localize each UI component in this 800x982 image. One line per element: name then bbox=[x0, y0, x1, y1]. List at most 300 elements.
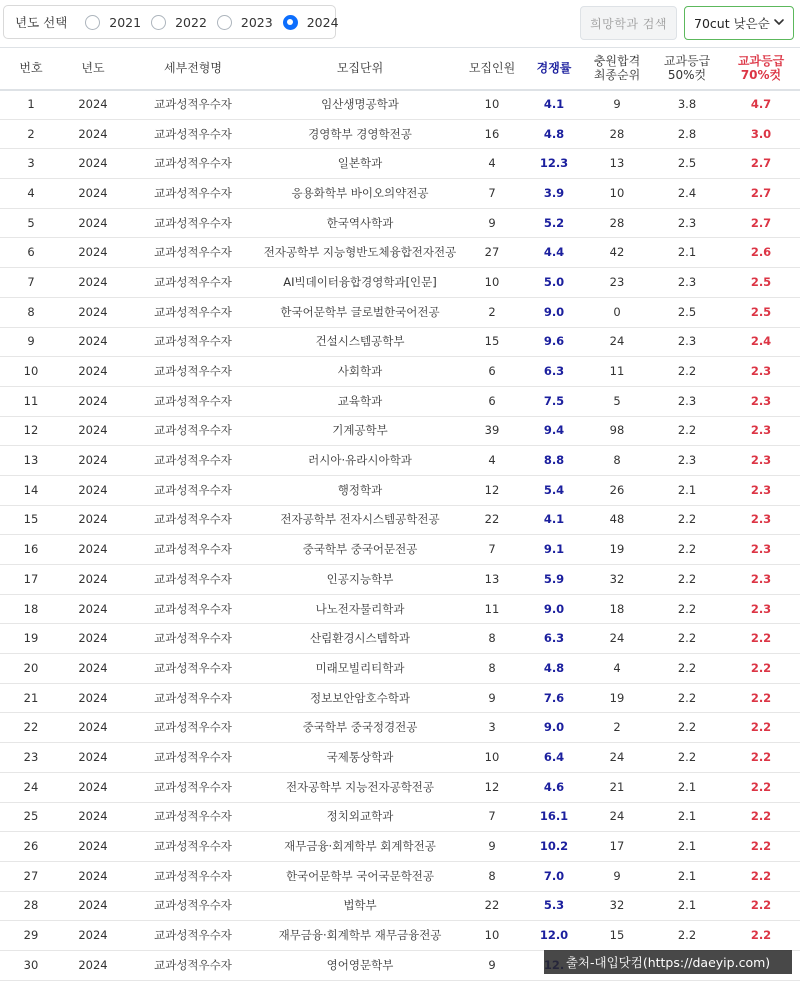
header-type[interactable]: 세부전형명 bbox=[164, 61, 222, 76]
row-unit-cell: 한국어문학부 국어국문학전공 bbox=[285, 868, 435, 883]
row-year-cell: 2024 bbox=[78, 809, 108, 824]
row-rank-cell: 19 bbox=[609, 542, 625, 557]
radio-checked-icon[interactable] bbox=[283, 15, 298, 30]
row-year-cell: 2024 bbox=[78, 571, 108, 586]
table-row[interactable] bbox=[0, 772, 800, 802]
row-unit-cell: 기계공학부 bbox=[332, 423, 388, 438]
row-grade50-cell: 2.2 bbox=[677, 928, 697, 943]
row-rank-cell: 9 bbox=[613, 97, 621, 112]
row-count-cell: 22 bbox=[484, 898, 500, 913]
row-no-cell: 10 bbox=[23, 364, 39, 379]
row-competition-cell: 9.1 bbox=[543, 542, 565, 557]
row-year-cell: 2024 bbox=[78, 126, 108, 141]
year-radio-2022[interactable] bbox=[151, 15, 217, 30]
row-grade70-cell: 2.2 bbox=[750, 749, 772, 764]
row-unit-cell: 미래모빌리티학과 bbox=[315, 660, 405, 675]
row-grade70-cell: 2.5 bbox=[750, 304, 772, 319]
row-grade50-cell: 2.5 bbox=[677, 304, 697, 319]
row-competition-cell: 12.0 bbox=[539, 928, 569, 943]
row-rank-cell: 24 bbox=[609, 334, 625, 349]
row-rank-cell: 32 bbox=[609, 571, 625, 586]
row-grade50-cell: 2.2 bbox=[677, 542, 697, 557]
header-grade50-line2: 50%컷 bbox=[667, 68, 707, 83]
row-competition-cell: 9.0 bbox=[543, 720, 565, 735]
row-grade50-cell: 2.2 bbox=[677, 720, 697, 735]
row-no-cell: 26 bbox=[23, 839, 39, 854]
row-grade50-cell: 3.8 bbox=[677, 97, 697, 112]
row-rank-cell: 26 bbox=[609, 482, 625, 497]
row-no-cell: 22 bbox=[23, 720, 39, 735]
row-count-cell: 9 bbox=[488, 215, 496, 230]
row-grade50-cell: 2.2 bbox=[677, 601, 697, 616]
table-row[interactable] bbox=[0, 90, 800, 120]
year-radio-2024[interactable] bbox=[283, 15, 349, 30]
row-year-cell: 2024 bbox=[78, 215, 108, 230]
row-no-cell: 23 bbox=[23, 749, 39, 764]
year-radio-label: 2021 bbox=[109, 14, 142, 30]
row-type-cell: 교과성적우수자 bbox=[154, 631, 232, 646]
row-grade50-cell: 2.1 bbox=[677, 898, 697, 913]
header-grade70-line1: 교과등급 bbox=[737, 54, 785, 69]
row-unit-cell: 전자공학부 지능형반도체융합전자전공 bbox=[263, 245, 457, 260]
table-row[interactable] bbox=[0, 327, 800, 357]
row-grade70-cell: 2.2 bbox=[750, 898, 772, 913]
row-no-cell: 30 bbox=[23, 957, 39, 972]
row-unit-cell: 중국학부 중국어문전공 bbox=[302, 542, 418, 557]
row-rank-cell: 24 bbox=[609, 749, 625, 764]
row-grade70-cell: 2.7 bbox=[750, 185, 772, 200]
row-count-cell: 15 bbox=[484, 334, 500, 349]
row-rank-cell: 10 bbox=[609, 185, 625, 200]
row-grade70-cell: 2.3 bbox=[750, 512, 772, 527]
table-row[interactable] bbox=[0, 594, 800, 624]
year-radio-label: 2024 bbox=[306, 14, 339, 30]
row-rank-cell: 98 bbox=[609, 423, 625, 438]
year-radio-label: 2022 bbox=[175, 14, 207, 30]
row-type-cell: 교과성적우수자 bbox=[154, 898, 232, 913]
admission-table bbox=[0, 47, 800, 981]
row-unit-cell: 정보보안암호수학과 bbox=[310, 690, 410, 705]
row-grade50-cell: 2.2 bbox=[677, 512, 697, 527]
row-count-cell: 10 bbox=[484, 274, 500, 289]
row-unit-cell: 국제통상학과 bbox=[326, 749, 394, 764]
year-radio-label: 2023 bbox=[240, 14, 273, 30]
header-year[interactable]: 년도 bbox=[81, 61, 105, 76]
row-grade50-cell: 2.3 bbox=[677, 215, 697, 230]
row-rank-cell: 48 bbox=[609, 512, 625, 527]
row-year-cell: 2024 bbox=[78, 245, 108, 260]
row-rank-cell: 24 bbox=[609, 631, 625, 646]
row-no-cell: 8 bbox=[27, 304, 35, 319]
row-count-cell: 12 bbox=[484, 779, 500, 794]
row-grade70-cell: 2.3 bbox=[750, 482, 772, 497]
row-no-cell: 29 bbox=[23, 928, 39, 943]
row-rank-cell: 17 bbox=[609, 839, 625, 854]
row-no-cell: 11 bbox=[23, 393, 39, 408]
row-type-cell: 교과성적우수자 bbox=[154, 928, 232, 943]
table-row[interactable] bbox=[0, 743, 800, 773]
row-rank-cell: 23 bbox=[609, 274, 625, 289]
row-type-cell: 교과성적우수자 bbox=[154, 97, 232, 112]
row-count-cell: 8 bbox=[488, 660, 496, 675]
table-row[interactable] bbox=[0, 268, 800, 298]
row-grade50-cell: 2.8 bbox=[677, 126, 697, 141]
row-count-cell: 4 bbox=[488, 156, 496, 171]
row-year-cell: 2024 bbox=[78, 156, 108, 171]
row-grade70-cell: 2.7 bbox=[750, 215, 772, 230]
row-unit-cell: 교육학과 bbox=[337, 393, 383, 408]
row-type-cell: 교과성적우수자 bbox=[154, 334, 232, 349]
row-type-cell: 교과성적우수자 bbox=[154, 156, 232, 171]
row-unit-cell: 사회학과 bbox=[337, 364, 383, 379]
row-year-cell: 2024 bbox=[78, 779, 108, 794]
table-row[interactable] bbox=[0, 119, 800, 149]
header-grade50-line1: 교과등급 bbox=[663, 54, 711, 69]
row-count-cell: 13 bbox=[484, 571, 500, 586]
row-competition-cell: 4.1 bbox=[543, 97, 565, 112]
row-rank-cell: 11 bbox=[609, 364, 625, 379]
row-no-cell: 19 bbox=[23, 631, 39, 646]
table-row[interactable] bbox=[0, 891, 800, 921]
row-unit-cell: 산림환경시스템학과 bbox=[310, 631, 410, 646]
row-year-cell: 2024 bbox=[78, 512, 108, 527]
row-type-cell: 교과성적우수자 bbox=[154, 245, 232, 260]
search-major-button[interactable]: 희망학과 검색 bbox=[580, 6, 677, 40]
row-year-cell: 2024 bbox=[78, 690, 108, 705]
row-rank-cell: 28 bbox=[609, 126, 625, 141]
row-year-cell: 2024 bbox=[78, 749, 108, 764]
row-count-cell: 4 bbox=[488, 453, 496, 468]
row-year-cell: 2024 bbox=[78, 868, 108, 883]
row-rank-cell: 2 bbox=[613, 720, 621, 735]
table-row[interactable] bbox=[0, 921, 800, 951]
row-grade70-cell: 2.3 bbox=[750, 364, 772, 379]
row-count-cell: 9 bbox=[488, 839, 496, 854]
row-count-cell: 10 bbox=[484, 928, 500, 943]
row-grade50-cell: 2.3 bbox=[677, 274, 697, 289]
table-row[interactable] bbox=[0, 446, 800, 476]
row-count-cell: 7 bbox=[488, 542, 496, 557]
row-competition-cell: 16.1 bbox=[539, 809, 569, 824]
row-grade70-cell: 2.2 bbox=[750, 631, 772, 646]
row-grade70-cell: 2.3 bbox=[750, 393, 772, 408]
row-grade50-cell: 2.1 bbox=[677, 809, 697, 824]
row-grade70-cell: 2.2 bbox=[750, 779, 772, 794]
row-type-cell: 교과성적우수자 bbox=[154, 512, 232, 527]
row-no-cell: 13 bbox=[23, 453, 39, 468]
row-type-cell: 교과성적우수자 bbox=[154, 423, 232, 438]
row-type-cell: 교과성적우수자 bbox=[154, 839, 232, 854]
table-row[interactable] bbox=[0, 861, 800, 891]
row-type-cell: 교과성적우수자 bbox=[154, 215, 232, 230]
chevron-down-icon bbox=[773, 16, 785, 28]
row-no-cell: 25 bbox=[23, 809, 39, 824]
row-count-cell: 7 bbox=[488, 809, 496, 824]
row-unit-cell: 전자공학부 전자시스템공학전공 bbox=[280, 512, 440, 527]
row-unit-cell: 전자공학부 지능전자공학전공 bbox=[285, 779, 435, 794]
filter-bar bbox=[0, 0, 800, 46]
row-rank-cell: 18 bbox=[609, 601, 625, 616]
row-no-cell: 21 bbox=[23, 690, 39, 705]
header-unit[interactable]: 모집단위 bbox=[336, 61, 384, 76]
row-no-cell: 20 bbox=[23, 660, 39, 675]
sort-select-value: 70cut 낮은순 bbox=[694, 16, 770, 31]
row-year-cell: 2024 bbox=[78, 393, 108, 408]
row-competition-cell: 7.6 bbox=[543, 690, 565, 705]
header-grade70-line2: 70%컷 bbox=[740, 68, 782, 83]
row-rank-cell: 13 bbox=[609, 156, 625, 171]
row-rank-cell: 0 bbox=[613, 304, 621, 319]
year-filter-title: 년도 선택 bbox=[15, 15, 68, 30]
row-count-cell: 10 bbox=[484, 749, 500, 764]
row-grade70-cell: 4.7 bbox=[750, 97, 772, 112]
row-unit-cell: 한국어문학부 글로벌한국어전공 bbox=[280, 304, 440, 319]
row-unit-cell: 응용화학부 바이오의약전공 bbox=[291, 185, 429, 200]
row-year-cell: 2024 bbox=[78, 482, 108, 497]
row-competition-cell: 4.4 bbox=[543, 245, 565, 260]
row-grade70-cell: 2.3 bbox=[750, 542, 772, 557]
row-year-cell: 2024 bbox=[78, 957, 108, 972]
row-rank-cell: 21 bbox=[609, 779, 625, 794]
row-competition-cell: 3.9 bbox=[543, 185, 565, 200]
row-no-cell: 15 bbox=[23, 512, 39, 527]
row-grade50-cell: 2.5 bbox=[677, 156, 697, 171]
row-competition-cell: 6.3 bbox=[543, 631, 565, 646]
row-grade70-cell: 3.0 bbox=[750, 126, 772, 141]
table-row[interactable] bbox=[0, 802, 800, 832]
radio-icon[interactable] bbox=[151, 15, 166, 30]
row-unit-cell: 임산생명공학과 bbox=[321, 97, 399, 112]
row-competition-cell: 5.4 bbox=[543, 482, 565, 497]
row-no-cell: 6 bbox=[27, 245, 35, 260]
row-unit-cell: 일본학과 bbox=[337, 156, 383, 171]
year-radio-2023[interactable] bbox=[217, 15, 283, 30]
row-grade70-cell: 2.6 bbox=[750, 245, 772, 260]
table-row[interactable] bbox=[0, 386, 800, 416]
row-no-cell: 3 bbox=[27, 156, 35, 171]
row-count-cell: 12 bbox=[484, 482, 500, 497]
row-year-cell: 2024 bbox=[78, 334, 108, 349]
row-count-cell: 11 bbox=[484, 601, 500, 616]
row-type-cell: 교과성적우수자 bbox=[154, 453, 232, 468]
row-type-cell: 교과성적우수자 bbox=[154, 364, 232, 379]
row-grade50-cell: 2.2 bbox=[677, 631, 697, 646]
row-type-cell: 교과성적우수자 bbox=[154, 749, 232, 764]
header-rank-line1: 충원합격 bbox=[593, 54, 641, 69]
row-no-cell: 28 bbox=[23, 898, 39, 913]
row-unit-cell: 한국역사학과 bbox=[326, 215, 394, 230]
row-no-cell: 17 bbox=[23, 571, 39, 586]
row-unit-cell: 정치외교학과 bbox=[326, 809, 394, 824]
row-grade70-cell: 2.3 bbox=[750, 601, 772, 616]
table-row[interactable] bbox=[0, 505, 800, 535]
row-unit-cell: 인공지능학부 bbox=[326, 571, 394, 586]
row-no-cell: 24 bbox=[23, 779, 39, 794]
header-grade50[interactable] bbox=[652, 48, 722, 90]
row-rank-cell: 42 bbox=[609, 245, 625, 260]
row-rank-cell: 4 bbox=[613, 660, 621, 675]
header-grade70[interactable] bbox=[722, 48, 800, 90]
row-grade70-cell: 2.3 bbox=[750, 571, 772, 586]
row-type-cell: 교과성적우수자 bbox=[154, 601, 232, 616]
table-row[interactable] bbox=[0, 475, 800, 505]
row-grade70-cell: 2.4 bbox=[750, 334, 772, 349]
row-year-cell: 2024 bbox=[78, 601, 108, 616]
row-grade50-cell: 2.3 bbox=[677, 453, 697, 468]
radio-icon[interactable] bbox=[85, 15, 100, 30]
row-rank-cell: 28 bbox=[609, 215, 625, 230]
table-row[interactable] bbox=[0, 208, 800, 238]
row-grade50-cell: 2.3 bbox=[677, 393, 697, 408]
table-row[interactable] bbox=[0, 683, 800, 713]
row-count-cell: 7 bbox=[488, 185, 496, 200]
row-no-cell: 18 bbox=[23, 601, 39, 616]
row-rank-cell: 5 bbox=[613, 393, 621, 408]
row-grade50-cell: 2.2 bbox=[677, 571, 697, 586]
row-count-cell: 2 bbox=[488, 304, 496, 319]
row-type-cell: 교과성적우수자 bbox=[154, 542, 232, 557]
row-grade70-cell: 2.2 bbox=[750, 690, 772, 705]
row-grade70-cell: 2.2 bbox=[750, 720, 772, 735]
row-grade70-cell: 2.2 bbox=[750, 660, 772, 675]
row-unit-cell: 영어영문학부 bbox=[326, 957, 394, 972]
row-unit-cell: 나노전자물리학과 bbox=[315, 601, 405, 616]
table-row[interactable] bbox=[0, 297, 800, 327]
table-header-row bbox=[0, 48, 800, 90]
row-year-cell: 2024 bbox=[78, 631, 108, 646]
table-row[interactable] bbox=[0, 832, 800, 862]
row-no-cell: 12 bbox=[23, 423, 39, 438]
row-type-cell: 교과성적우수자 bbox=[154, 809, 232, 824]
row-year-cell: 2024 bbox=[78, 839, 108, 854]
row-type-cell: 교과성적우수자 bbox=[154, 571, 232, 586]
row-count-cell: 9 bbox=[488, 957, 496, 972]
row-competition-cell: 4.8 bbox=[543, 660, 565, 675]
header-no[interactable]: 번호 bbox=[19, 61, 43, 76]
row-no-cell: 7 bbox=[27, 274, 35, 289]
row-rank-cell: 19 bbox=[609, 690, 625, 705]
row-competition-cell: 9.6 bbox=[543, 334, 565, 349]
row-year-cell: 2024 bbox=[78, 660, 108, 675]
row-type-cell: 교과성적우수자 bbox=[154, 957, 232, 972]
source-watermark: 출처-대입닷컴(https://daeyip.com) bbox=[544, 950, 792, 974]
table-row[interactable] bbox=[0, 565, 800, 595]
row-unit-cell: 경영학부 경영학전공 bbox=[308, 126, 412, 141]
row-year-cell: 2024 bbox=[78, 364, 108, 379]
table-row[interactable] bbox=[0, 624, 800, 654]
row-no-cell: 27 bbox=[23, 868, 39, 883]
row-rank-cell: 24 bbox=[609, 809, 625, 824]
row-count-cell: 9 bbox=[488, 690, 496, 705]
row-grade50-cell: 2.1 bbox=[677, 245, 697, 260]
row-competition-cell: 7.0 bbox=[543, 868, 565, 883]
row-competition-cell: 6.3 bbox=[543, 364, 565, 379]
row-grade50-cell: 2.2 bbox=[677, 749, 697, 764]
row-competition-cell: 4.1 bbox=[543, 512, 565, 527]
row-no-cell: 16 bbox=[23, 542, 39, 557]
row-competition-cell: 9.0 bbox=[543, 601, 565, 616]
row-count-cell: 8 bbox=[488, 631, 496, 646]
header-competition[interactable]: 경쟁률 bbox=[536, 61, 572, 76]
table-row[interactable] bbox=[0, 357, 800, 387]
row-count-cell: 8 bbox=[488, 868, 496, 883]
row-year-cell: 2024 bbox=[78, 274, 108, 289]
row-type-cell: 교과성적우수자 bbox=[154, 482, 232, 497]
table-row[interactable] bbox=[0, 713, 800, 743]
row-year-cell: 2024 bbox=[78, 720, 108, 735]
year-filter-group bbox=[3, 5, 339, 39]
header-rank[interactable] bbox=[582, 48, 652, 90]
header-count[interactable]: 모집인원 bbox=[468, 61, 516, 76]
row-competition-cell: 5.2 bbox=[543, 215, 565, 230]
row-year-cell: 2024 bbox=[78, 304, 108, 319]
table-row[interactable] bbox=[0, 238, 800, 268]
row-year-cell: 2024 bbox=[78, 185, 108, 200]
row-type-cell: 교과성적우수자 bbox=[154, 690, 232, 705]
row-competition-cell: 8.8 bbox=[543, 453, 565, 468]
row-type-cell: 교과성적우수자 bbox=[154, 393, 232, 408]
row-no-cell: 9 bbox=[27, 334, 35, 349]
row-rank-cell: 15 bbox=[609, 928, 625, 943]
row-no-cell: 5 bbox=[27, 215, 35, 230]
table-row[interactable] bbox=[0, 179, 800, 209]
table-row[interactable] bbox=[0, 654, 800, 684]
row-grade50-cell: 2.1 bbox=[677, 868, 697, 883]
row-competition-cell: 10.2 bbox=[539, 839, 569, 854]
row-grade70-cell: 2.2 bbox=[750, 868, 772, 883]
row-unit-cell: 행정학과 bbox=[337, 482, 383, 497]
row-grade50-cell: 2.4 bbox=[677, 185, 697, 200]
row-grade50-cell: 2.1 bbox=[677, 779, 697, 794]
row-grade50-cell: 2.2 bbox=[677, 690, 697, 705]
row-competition-cell: 7.5 bbox=[543, 393, 565, 408]
row-year-cell: 2024 bbox=[78, 453, 108, 468]
sort-select[interactable] bbox=[684, 6, 794, 40]
row-competition-cell: 5.9 bbox=[543, 571, 565, 586]
row-type-cell: 교과성적우수자 bbox=[154, 720, 232, 735]
row-no-cell: 14 bbox=[23, 482, 39, 497]
row-grade50-cell: 2.2 bbox=[677, 423, 697, 438]
row-competition-cell: 12.3 bbox=[539, 156, 569, 171]
row-grade70-cell: 2.5 bbox=[750, 274, 772, 289]
row-unit-cell: AI빅데이터융합경영학과[인문] bbox=[283, 274, 437, 289]
row-grade50-cell: 2.3 bbox=[677, 334, 697, 349]
row-grade50-cell: 2.1 bbox=[677, 839, 697, 854]
table-row[interactable] bbox=[0, 416, 800, 446]
row-no-cell: 1 bbox=[27, 97, 35, 112]
row-rank-cell: 32 bbox=[609, 898, 625, 913]
row-unit-cell: 중국학부 중국정경전공 bbox=[302, 720, 418, 735]
table-row[interactable] bbox=[0, 149, 800, 179]
row-count-cell: 6 bbox=[488, 393, 496, 408]
row-unit-cell: 재무금융·회계학부 재무금융전공 bbox=[278, 928, 442, 943]
row-unit-cell: 건설시스템공학부 bbox=[315, 334, 405, 349]
row-count-cell: 6 bbox=[488, 364, 496, 379]
row-count-cell: 10 bbox=[484, 97, 500, 112]
year-radio-2021[interactable] bbox=[85, 15, 151, 30]
row-count-cell: 3 bbox=[488, 720, 496, 735]
row-competition-cell: 5.3 bbox=[543, 898, 565, 913]
table-row[interactable] bbox=[0, 535, 800, 565]
row-year-cell: 2024 bbox=[78, 97, 108, 112]
row-grade70-cell: 2.2 bbox=[750, 839, 772, 854]
radio-icon[interactable] bbox=[217, 15, 232, 30]
row-type-cell: 교과성적우수자 bbox=[154, 660, 232, 675]
row-rank-cell: 9 bbox=[613, 868, 621, 883]
row-competition-cell: 4.6 bbox=[543, 779, 565, 794]
row-type-cell: 교과성적우수자 bbox=[154, 304, 232, 319]
row-count-cell: 27 bbox=[484, 245, 500, 260]
